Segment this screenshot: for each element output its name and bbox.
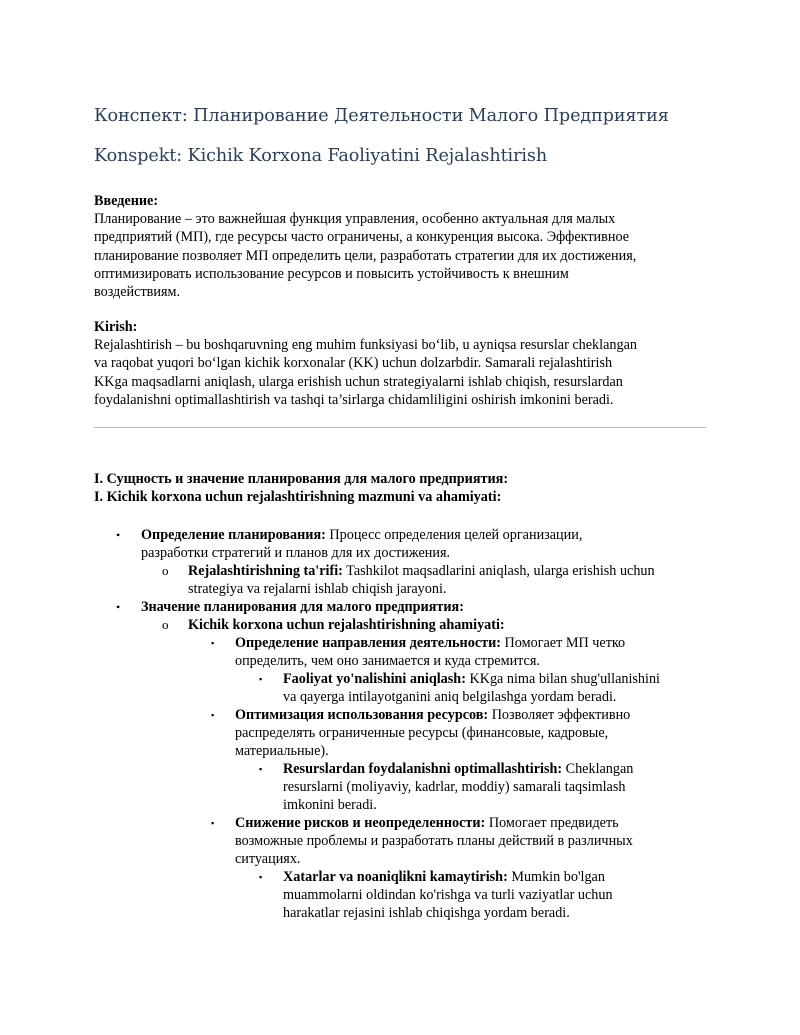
definition-text: KKga nima bilan shug'ullanishini xyxy=(465,671,660,687)
definition-text: Cheklangan xyxy=(562,761,634,777)
bullet-circle-icon: o xyxy=(162,617,169,632)
list-item-definition-uz xyxy=(162,562,713,598)
bullet-square-icon: ▪ xyxy=(259,764,263,774)
bullet-square-icon: ▪ xyxy=(259,872,263,882)
bullet-disc-icon: • xyxy=(116,528,121,542)
list-item-definition-ru xyxy=(116,526,701,562)
section-heading-uzbek: I. Kichik korxona uchun rejalashtirishning mazmuni va ahamiyati: xyxy=(94,489,502,506)
intro-russian-line: предприятий (МП), где ресурсы часто ограничены, а конкуренция высока. Эффективное xyxy=(94,229,630,246)
definition-text: harakatlar rejasini ishlab chiqishga yordam beradi. xyxy=(283,905,570,922)
term: Определение направления деятельности: xyxy=(235,635,501,651)
term: Faoliyat yo'nalishini aniqlash: xyxy=(283,671,466,687)
term: Оптимизация использования ресурсов: xyxy=(235,707,489,723)
term: Kichik korxona uchun rejalashtirishning ahamiyati: xyxy=(188,617,505,633)
intro-russian-heading: Введение: xyxy=(94,193,159,209)
bullet-square-icon: ▪ xyxy=(259,674,263,684)
definition-text: Позволяет эффективно xyxy=(488,707,631,723)
horizontal-divider xyxy=(94,427,706,428)
intro-uzbek-line: va raqobat yuqori bo‘lgan kichik korxonalar (KK) uchun dolzarbdir. Samarali rejalashtirish xyxy=(94,355,613,372)
definition-text: распределять ограниченные ресурсы (финансовые, кадровые, xyxy=(235,725,609,742)
section-heading-russian: I. Сущность и значение планирования для малого предприятия: xyxy=(94,471,509,487)
definition-text: resurslarni (moliyaviy, kadrlar, moddiy) samarali taqsimlash xyxy=(283,779,626,796)
definition-text: Помогает МП четко xyxy=(501,635,626,651)
bullet-disc-icon: • xyxy=(116,600,121,614)
definition-text: Помогает предвидеть xyxy=(485,815,619,831)
list-item-resources-uz xyxy=(259,760,713,815)
term: Снижение рисков и неопределенности: xyxy=(235,815,486,831)
definition-text: muammolarni oldindan ko'rishga va turli vaziyatlar uchun xyxy=(283,887,613,904)
intro-russian-line: оптимизировать использование ресурсов и повысить устойчивость к внешним xyxy=(94,265,569,282)
section-heading xyxy=(94,470,714,506)
title-russian: Конспект: Планирование Деятельности Малого Предприятия xyxy=(94,106,669,126)
bullet-circle-icon: o xyxy=(162,563,169,578)
definition-text: Tashkilot maqsadlarini aniqlash, ularga erishish uchun xyxy=(342,563,655,579)
intro-uzbek-line: Rejalashtirish – bu boshqaruvning eng muhim funksiyasi bo‘lib, u ayniqsa resurslar cheklangan xyxy=(94,337,637,354)
term: Rejalashtirishning ta'rifi: xyxy=(188,563,343,579)
definition-text: strategiya va rejalarni ishlab chiqish jarayoni. xyxy=(188,581,447,598)
intro-russian-line: воздействиям. xyxy=(94,284,180,301)
definition-text: определить, чем оно занимается и куда стремится. xyxy=(235,653,540,670)
term: Resurslardan foydalanishni optimallashtirish: xyxy=(283,761,563,777)
intro-uzbek-line: foydalanishni optimallashtirish va tashqi ta’sirlarga chidamliligini oshirish imkonini beradi. xyxy=(94,391,614,408)
bullet-square-icon: ▪ xyxy=(211,638,215,648)
list-item-significance-uz xyxy=(162,616,713,634)
term: Значение планирования для малого предприятия: xyxy=(141,599,464,615)
list-item-risk-uz xyxy=(259,868,713,923)
definition-text: Процесс определения целей организации, xyxy=(325,527,583,543)
definition-text: Mumkin bo'lgan xyxy=(507,869,605,885)
intro-uzbek xyxy=(94,318,714,409)
definition-text: imkonini beradi. xyxy=(283,797,377,814)
definition-text: va qayerga intilayotganini aniq belgilashga yordam beradi. xyxy=(283,689,617,706)
definition-text: ситуациях. xyxy=(235,851,301,868)
intro-uzbek-line: KKga maqsadlarni aniqlash, ularga erishish uchun strategiyalarni ishlab chiqish, resurslardan xyxy=(94,373,623,390)
term: Xatarlar va noaniqlikni kamaytirish: xyxy=(283,869,508,885)
term: Определение планирования: xyxy=(141,527,326,543)
definition-text: материальные). xyxy=(235,743,329,760)
intro-russian-line: планирование позволяет МП определить цели, разработать стратегии для их достижения, xyxy=(94,247,637,264)
intro-russian-line: Планирование – это важнейшая функция управления, особенно актуальная для малых xyxy=(94,211,616,228)
list-item-direction-uz xyxy=(259,670,713,706)
intro-russian xyxy=(94,192,714,301)
definition-text: разработки стратегий и планов для их достижения. xyxy=(141,545,451,562)
definition-text: возможные проблемы и разработать планы действий в различных xyxy=(235,833,633,850)
list-item-risk-ru xyxy=(211,814,695,869)
bullet-square-icon: ▪ xyxy=(211,818,215,828)
list-item-direction-ru xyxy=(211,634,695,670)
list-item-resources-ru xyxy=(211,706,695,761)
intro-uzbek-heading: Kirish: xyxy=(94,319,138,335)
list-item-significance-ru xyxy=(116,598,701,616)
title-uzbek: Konspekt: Kichik Korxona Faoliyatini Rejalashtirish xyxy=(94,146,548,166)
bullet-square-icon: ▪ xyxy=(211,710,215,720)
